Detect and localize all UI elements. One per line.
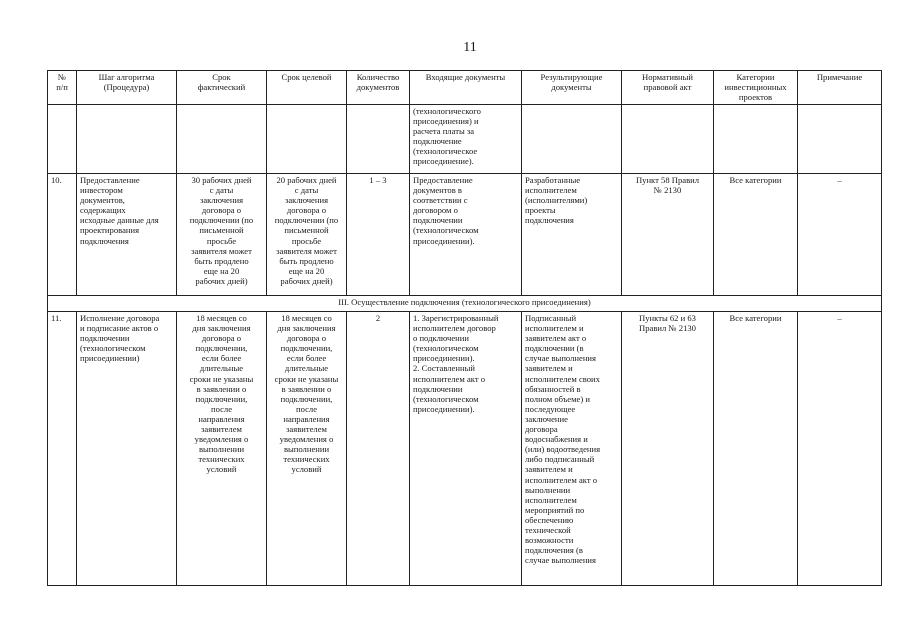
- section-row: [48, 296, 882, 312]
- cell-result-docs: Подписанный исполнителем и заявителем акт о подключении (в случае выполнения заявителем и исполнителем своих обязанностей в полном объеме) и последующее заключение договора водоснабжения и (или) водоотведения либо подписанный заявителем и исполнителем акт о выполнении исполнителем мероприятий по обеспечению технической возможности подключения (в случае выполнения: [522, 312, 622, 586]
- header-number: № п/п: [48, 71, 77, 105]
- cell-categories: Все категории: [714, 312, 798, 586]
- header-incoming-docs: Входящие документы: [410, 71, 522, 105]
- header-document-count: Количество документов: [347, 71, 410, 105]
- cell-number: 11.: [48, 312, 77, 586]
- header-legal-act: Нормативный правовой акт: [622, 71, 714, 105]
- cell-legal-act: Пункты 62 и 63 Правил № 2130: [622, 312, 714, 586]
- cell-incoming-docs: Предоставление документов в соответствии с договором о подключении (технологическом присоединении).: [410, 174, 522, 296]
- header-categories: Категории инвестиционных проектов: [714, 71, 798, 105]
- cell-categories: Все категории: [714, 174, 798, 296]
- cell-incoming-docs: 1. Зарегистрированный исполнителем договор о подключении (технологическом присоединении). 2. Составленный исполнителем акт о подключении (технологическом присоединении).: [410, 312, 522, 586]
- header-target-term: Срок целевой: [267, 71, 347, 105]
- cell-step: Предоставление инвестором документов, содержащих исходные данные для проектирования подключения: [77, 174, 177, 296]
- cell-step: Исполнение договора и подписание актов о подключении (технологическом присоединении): [77, 312, 177, 586]
- cell-note: –: [798, 312, 882, 586]
- cell-document-count: 2: [347, 312, 410, 586]
- header-row: [48, 71, 882, 105]
- header-step: Шаг алгоритма (Процедура): [77, 71, 177, 105]
- cell-legal-act: Пункт 58 Правил № 2130: [622, 174, 714, 296]
- table-row-11: [48, 312, 882, 586]
- cell-document-count: 1 – 3: [347, 174, 410, 296]
- cell-note: –: [798, 174, 882, 296]
- cell-target-term: 18 месяцев со дня заключения договора о подключении, если более длительные сроки не указаны в заявлении о подключении, после направления заявителем уведомления о выполнении технических условий: [267, 312, 347, 586]
- cell-result-docs: Разработанные исполнителем (исполнителями) проекты подключения: [522, 174, 622, 296]
- section-title: III. Осуществление подключения (технологического присоединения): [48, 296, 882, 312]
- cell-actual-term: 30 рабочих дней с даты заключения договора о подключении (по письменной просьбе заявителя может быть продлено еще на 20 рабочих дней): [177, 174, 267, 296]
- cell-number: 10.: [48, 174, 77, 296]
- algorithm-table: [47, 70, 882, 586]
- header-note: Примечание: [798, 71, 882, 105]
- header-result-docs: Результирующие документы: [522, 71, 622, 105]
- header-actual-term: Срок фактический: [177, 71, 267, 105]
- cell-target-term: 20 рабочих дней с даты заключения договора о подключении (по письменной просьбе заявителя может быть продлено еще на 20 рабочих дней): [267, 174, 347, 296]
- page-number: 11: [463, 40, 477, 55]
- table-row-continuation: [48, 105, 882, 174]
- cell-incoming-docs: (технологического присоединения) и расчета платы за подключение (технологическое присоединение).: [410, 105, 522, 174]
- table-row-10: [48, 174, 882, 296]
- cell-actual-term: 18 месяцев со дня заключения договора о подключении, если более длительные сроки не указаны в заявлении о подключении, после направления заявителем уведомления о выполнении технических условий: [177, 312, 267, 586]
